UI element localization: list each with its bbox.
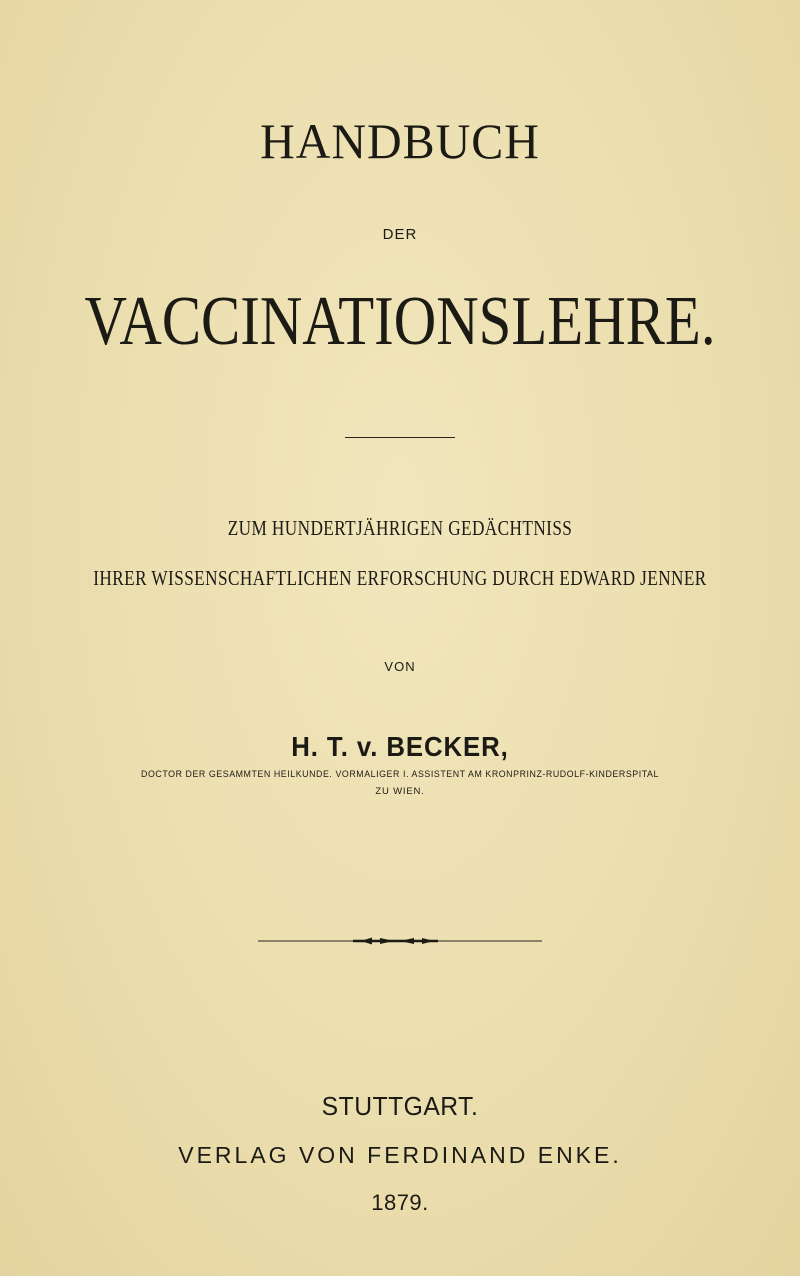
subtitle-line-1: ZUM HUNDERTJÄHRIGEN GEDÄCHTNISS [227,516,573,540]
book-heading: HANDBUCH [260,113,540,169]
author-name: H. T. v. BECKER, [291,731,509,762]
author-credentials-line-1: DOCTOR DER GESAMMTEN HEILKUNDE. VORMALIGER I. ASSISTENT AM KRONPRINZ-RUDOLF-KINDERSPITAL [141,769,659,780]
subtitle-line-2: IHRER WISSENSCHAFTLICHEN ERFORSCHUNG DURCH EDWARD JENNER [93,566,707,590]
article-der: DER [382,226,418,243]
ornamental-divider-icon [258,931,542,951]
short-divider-rule [345,437,455,438]
publisher-line: VERLAG VON FERDINAND ENKE. [178,1142,622,1168]
main-title: VACCINATIONSLEHRE. [84,283,716,360]
author-credentials-line-2: ZU WIEN. [375,786,425,797]
by-label: VON [384,659,416,674]
publication-year: 1879. [371,1190,429,1215]
publication-place: STUTTGART. [321,1091,479,1121]
